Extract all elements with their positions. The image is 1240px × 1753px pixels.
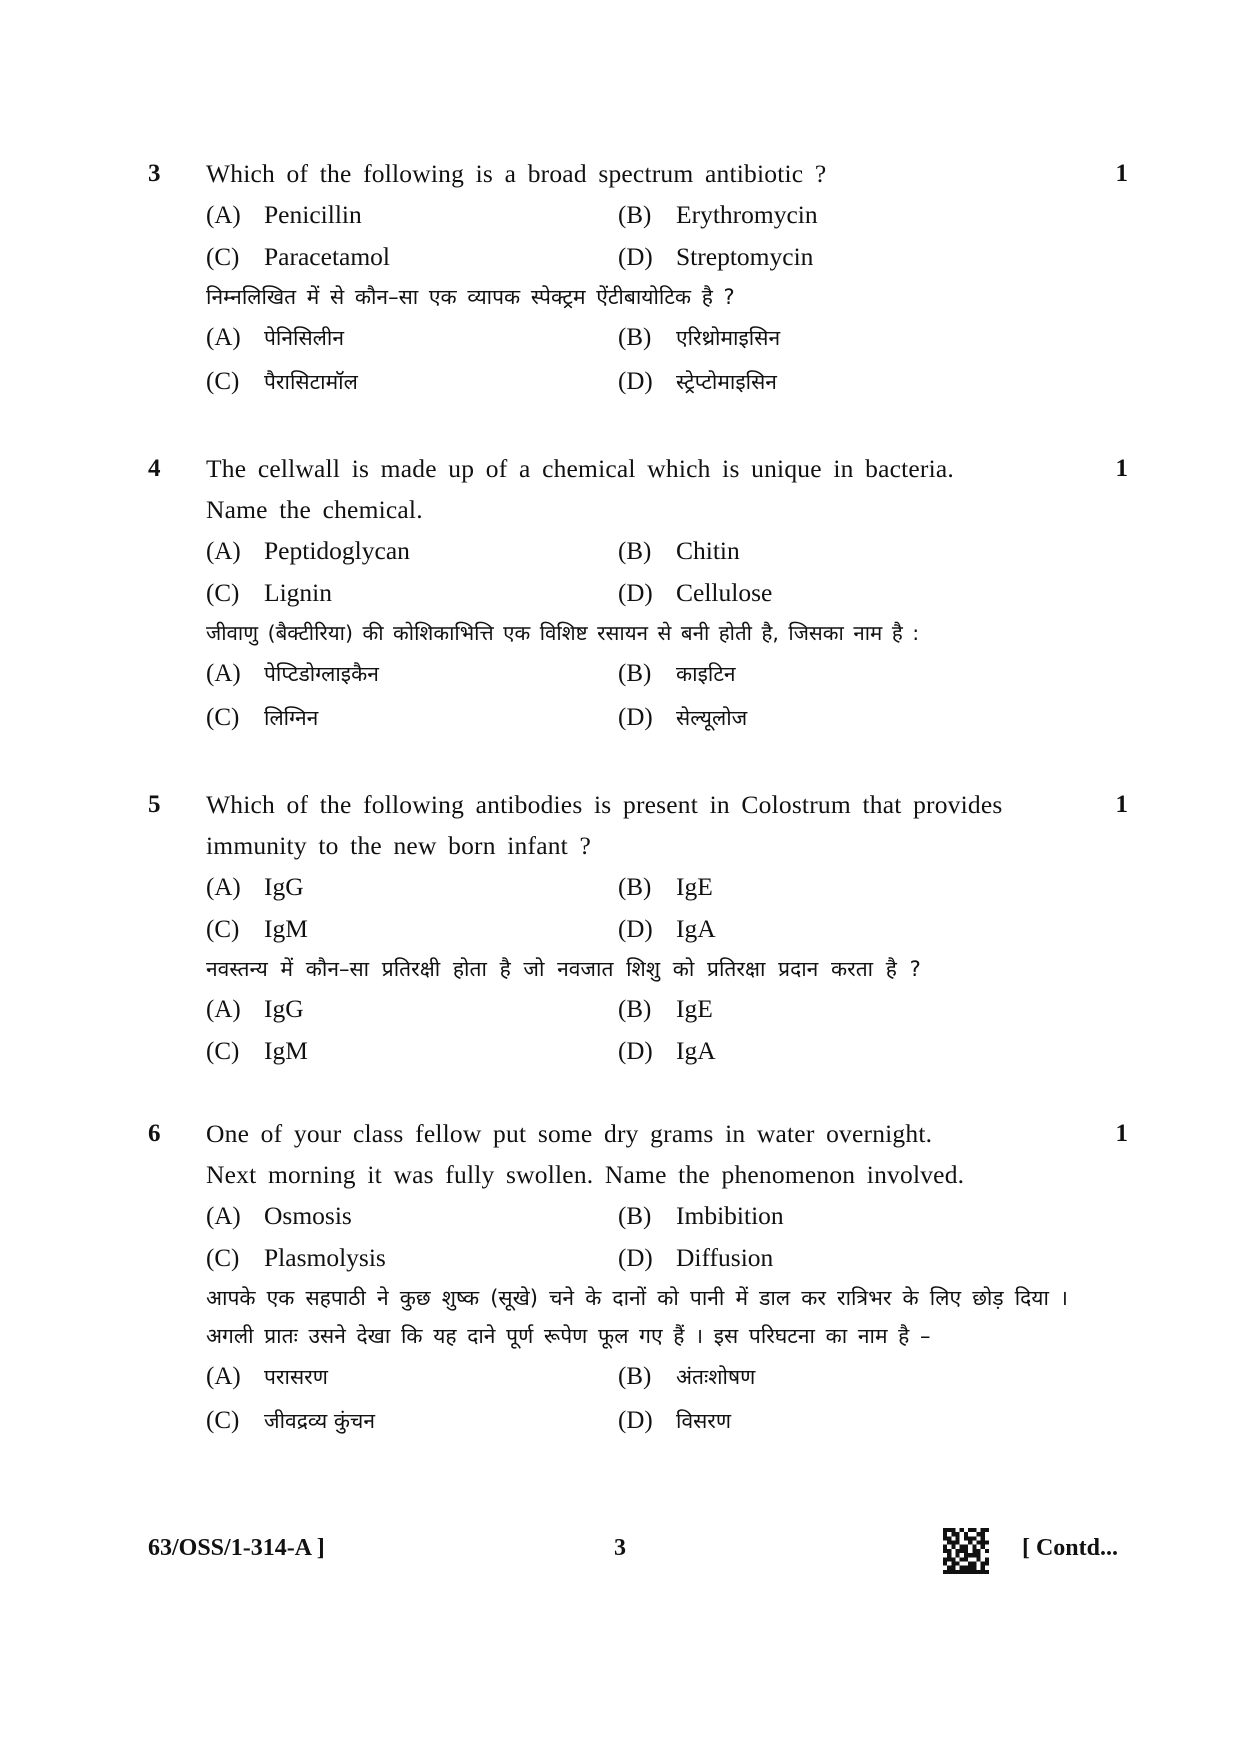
option-text: परासरण xyxy=(264,1365,328,1389)
english-stem-line: Which of the following antibodies is present in Colostrum that provides xyxy=(206,790,1003,819)
option-label: (B) xyxy=(618,1363,652,1390)
option-b xyxy=(618,1355,1068,1399)
option-d xyxy=(618,1030,1068,1072)
question-4 xyxy=(148,448,1128,740)
option-a xyxy=(206,866,618,908)
paper-code: 63/OSS/1-314-A ] xyxy=(148,1535,325,1561)
hindi-options xyxy=(206,1355,1068,1443)
option-c xyxy=(206,696,618,740)
hindi-stem: निम्नलिखित में से कौन–सा एक व्यापक स्पेक्ट्रम ऐंटीबायोटिक है ? xyxy=(206,285,735,309)
option-label: (B) xyxy=(618,996,652,1023)
option-text: जीवद्रव्य कुंचन xyxy=(264,1409,376,1433)
option-b xyxy=(618,1195,1068,1237)
option-text: पेप्टिडोग्लाइकैन xyxy=(264,662,379,686)
option-a xyxy=(206,652,618,696)
option-text: Diffusion xyxy=(676,1243,774,1272)
option-label: (A) xyxy=(206,538,241,565)
hindi-options xyxy=(206,652,1068,740)
option-label: (C) xyxy=(206,1407,240,1434)
question-marks: 1 xyxy=(1115,160,1128,187)
english-stem-line: Next morning it was fully swollen. Name the phenomenon involved. xyxy=(206,1160,965,1189)
option-label: (B) xyxy=(618,660,652,687)
option-label: (B) xyxy=(618,538,652,565)
option-text: Imbibition xyxy=(676,1201,784,1230)
question-marks: 1 xyxy=(1115,455,1128,482)
option-a xyxy=(206,1355,618,1399)
option-d xyxy=(618,908,1068,950)
option-c xyxy=(206,1237,618,1279)
option-label: (C) xyxy=(206,244,240,271)
option-text: IgM xyxy=(264,914,308,943)
option-c xyxy=(206,908,618,950)
hindi-options xyxy=(206,988,1068,1072)
option-b xyxy=(618,652,1068,696)
question-marks: 1 xyxy=(1115,1120,1128,1147)
option-text: काइटिन xyxy=(676,662,736,686)
question-6 xyxy=(148,1113,1128,1443)
option-d xyxy=(618,1237,1068,1279)
question-number: 3 xyxy=(148,160,161,187)
option-label: (C) xyxy=(206,704,240,731)
option-c xyxy=(206,572,618,614)
option-text: विसरण xyxy=(676,1409,732,1433)
question-marks: 1 xyxy=(1115,791,1128,818)
question-number: 6 xyxy=(148,1120,161,1147)
option-text: Chitin xyxy=(676,536,740,565)
option-label: (A) xyxy=(206,324,241,351)
option-label: (D) xyxy=(618,580,653,607)
hindi-options xyxy=(206,316,1068,404)
option-d xyxy=(618,696,1068,740)
english-stem-line: Name the chemical. xyxy=(206,495,423,524)
option-label: (A) xyxy=(206,202,241,229)
option-b xyxy=(618,988,1068,1030)
question-number: 5 xyxy=(148,791,161,818)
option-text: Peptidoglycan xyxy=(264,536,410,565)
option-label: (D) xyxy=(618,1038,653,1065)
option-text: सेल्यूलोज xyxy=(676,706,748,730)
option-text: IgM xyxy=(264,1036,308,1065)
english-stem-line: One of your class fellow put some dry grams in water overnight. xyxy=(206,1119,933,1148)
english-stem xyxy=(206,153,1068,194)
english-stem-line: The cellwall is made up of a chemical which is unique in bacteria. xyxy=(206,454,954,483)
option-a xyxy=(206,194,618,236)
page-footer xyxy=(148,1528,1118,1568)
option-text: IgE xyxy=(676,994,713,1023)
option-text: Erythromycin xyxy=(676,200,818,229)
english-options xyxy=(206,530,1068,614)
english-options xyxy=(206,866,1068,950)
question-number: 4 xyxy=(148,455,161,482)
option-b xyxy=(618,194,1068,236)
option-text: IgA xyxy=(676,1036,716,1065)
option-label: (B) xyxy=(618,1203,652,1230)
hindi-stem: आपके एक सहपाठी ने कुछ शुष्क (सूखे) चने के दानों को पानी में डाल कर रात्रिभर के लिए छोड़ दिया । अगली प्रातः उसने देखा कि यह दाने पूर्ण रूपेण फूल गए हैं । इस परिघटना का नाम है – xyxy=(206,1286,1068,1348)
option-label: (C) xyxy=(206,580,240,607)
option-text: लिग्निन xyxy=(264,706,319,730)
question-body xyxy=(206,784,1068,1072)
continued-label: [ Contd... xyxy=(1021,1535,1118,1561)
option-text: Streptomycin xyxy=(676,242,814,271)
english-stem xyxy=(206,448,1068,530)
question-3 xyxy=(148,153,1128,404)
page-number: 3 xyxy=(614,1535,626,1561)
option-label: (C) xyxy=(206,1245,240,1272)
english-stem-line: immunity to the new born infant ? xyxy=(206,831,592,860)
option-text: अंतःशोषण xyxy=(676,1365,756,1389)
option-text: Lignin xyxy=(264,578,332,607)
option-text: Plasmolysis xyxy=(264,1243,386,1272)
qr-code-icon xyxy=(943,1528,989,1574)
option-a xyxy=(206,1195,618,1237)
option-label: (B) xyxy=(618,202,652,229)
option-label: (B) xyxy=(618,874,652,901)
option-c xyxy=(206,360,618,404)
english-stem xyxy=(206,1113,1068,1195)
option-text: पैरासिटामॉल xyxy=(264,370,358,394)
hindi-stem: जीवाणु (बैक्टीरिया) की कोशिकाभित्ति एक विशिष्ट रसायन से बनी होती है, जिसका नाम है : xyxy=(206,621,920,645)
question-5 xyxy=(148,784,1128,1072)
option-d xyxy=(618,1399,1068,1443)
option-text: Cellulose xyxy=(676,578,773,607)
option-label: (A) xyxy=(206,996,241,1023)
option-label: (D) xyxy=(618,1245,653,1272)
question-body xyxy=(206,1113,1068,1443)
hindi-stem: नवस्तन्य में कौन–सा प्रतिरक्षी होता है जो नवजात शिशु को प्रतिरक्षा प्रदान करता है ? xyxy=(206,957,921,981)
option-label: (A) xyxy=(206,874,241,901)
option-text: एरिथ्रोमाइसिन xyxy=(676,326,781,350)
english-stem xyxy=(206,784,1068,866)
option-label: (B) xyxy=(618,324,652,351)
question-body xyxy=(206,153,1068,404)
option-text: IgG xyxy=(264,994,304,1023)
option-label: (D) xyxy=(618,704,653,731)
option-text: Paracetamol xyxy=(264,242,391,271)
question-body xyxy=(206,448,1068,740)
option-label: (C) xyxy=(206,1038,240,1065)
option-d xyxy=(618,236,1068,278)
option-a xyxy=(206,530,618,572)
option-b xyxy=(618,866,1068,908)
option-c xyxy=(206,1030,618,1072)
option-text: Osmosis xyxy=(264,1201,352,1230)
option-label: (C) xyxy=(206,368,240,395)
option-a xyxy=(206,316,618,360)
english-options xyxy=(206,194,1068,278)
option-c xyxy=(206,1399,618,1443)
option-text: IgG xyxy=(264,872,304,901)
option-label: (C) xyxy=(206,916,240,943)
option-a xyxy=(206,988,618,1030)
option-label: (A) xyxy=(206,1203,241,1230)
english-stem-line: Which of the following is a broad spectrum antibiotic ? xyxy=(206,159,827,188)
option-text: IgE xyxy=(676,872,713,901)
option-text: पेनिसिलीन xyxy=(264,326,344,350)
option-label: (D) xyxy=(618,916,653,943)
option-text: स्ट्रेप्टोमाइसिन xyxy=(676,370,777,394)
option-label: (A) xyxy=(206,660,241,687)
option-d xyxy=(618,572,1068,614)
option-text: Penicillin xyxy=(264,200,362,229)
option-d xyxy=(618,360,1068,404)
option-label: (D) xyxy=(618,244,653,271)
option-label: (A) xyxy=(206,1363,241,1390)
option-b xyxy=(618,530,1068,572)
option-label: (D) xyxy=(618,1407,653,1434)
english-options xyxy=(206,1195,1068,1279)
option-b xyxy=(618,316,1068,360)
option-c xyxy=(206,236,618,278)
option-text: IgA xyxy=(676,914,716,943)
option-label: (D) xyxy=(618,368,653,395)
